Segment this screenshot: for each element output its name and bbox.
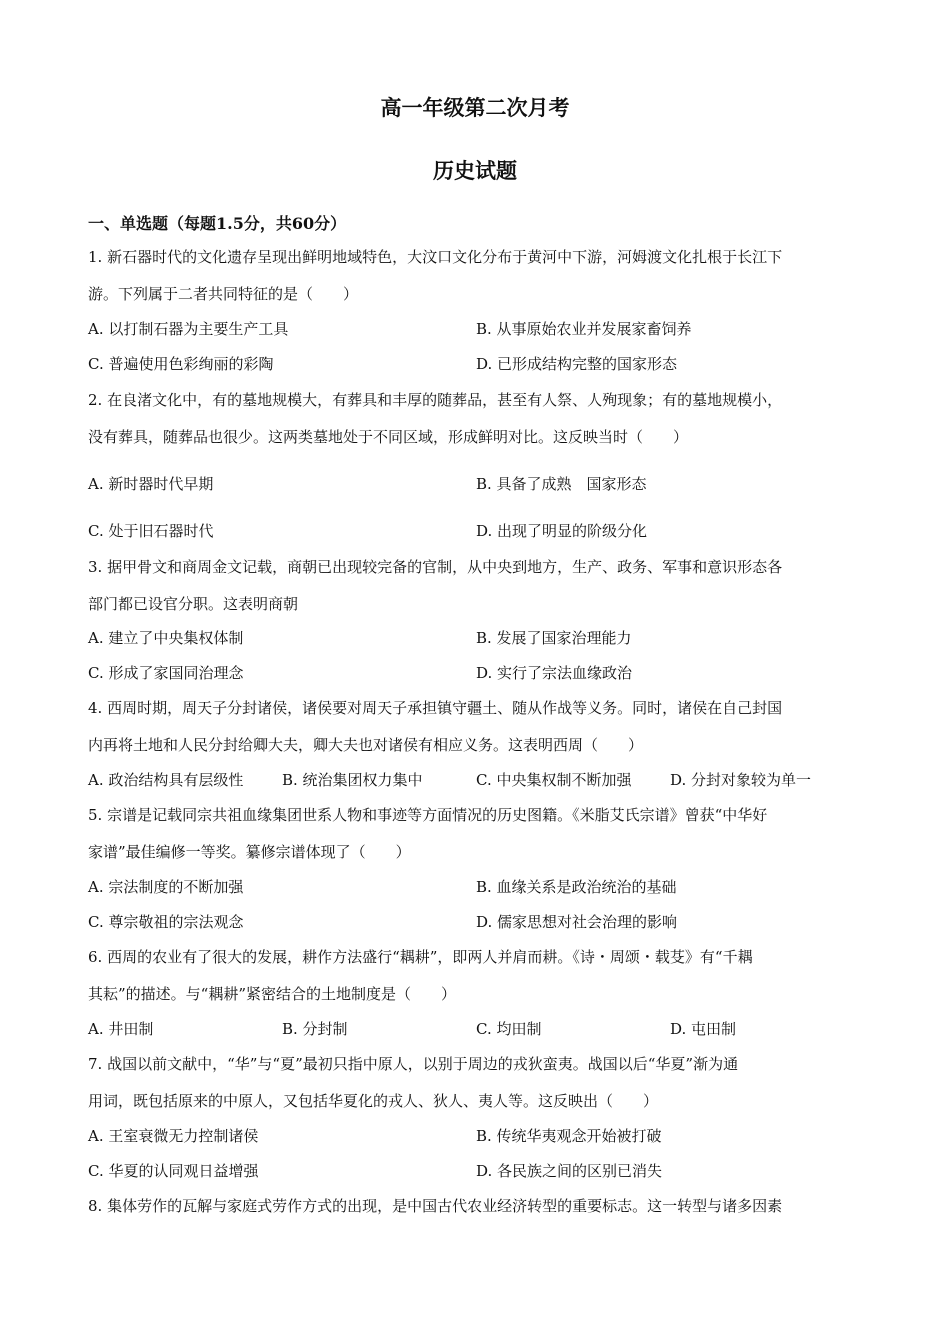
question-5-option-a: A. 宗法制度的不断加强 <box>88 878 244 896</box>
question-5-line-2: 家谱”最佳编修一等奖。纂修宗谱体现了（ ） <box>88 843 411 861</box>
question-3-option-d: D. 实行了宗法血缘政治 <box>476 664 633 682</box>
question-1-option-c: C. 普遍使用色彩绚丽的彩陶 <box>88 355 274 373</box>
question-2-line-1: 2. 在良渚文化中，有的墓地规模大，有葬具和丰厚的随葬品，甚至有人祭、人殉现象；有的墓地规模小， <box>88 391 783 409</box>
section-heading: 一、单选题（每题1.5分，共60分） <box>88 214 347 233</box>
exam-title: 高一年级第二次月考 <box>380 95 570 120</box>
question-2-option-b: B. 具备了成熟 国家形态 <box>476 475 647 493</box>
question-6-line-1: 6. 西周的农业有了很大的发展，耕作方法盛行“耦耕”，即两人并肩而耕。《诗・周颂・载芟》有“千耦 <box>88 948 753 966</box>
question-4-option-b: B. 统治集团权力集中 <box>282 771 423 789</box>
question-4-line-2: 内再将土地和人民分封给卿大夫，卿大夫也对诸侯有相应义务。这表明西周（ ） <box>88 736 644 754</box>
question-5-option-c: C. 尊宗敬祖的宗法观念 <box>88 913 244 931</box>
question-6-option-d: D. 屯田制 <box>670 1020 737 1038</box>
question-1-line-2: 游。下列属于二者共同特征的是（ ） <box>88 285 359 303</box>
question-2-option-a: A. 新时器时代早期 <box>88 475 214 493</box>
question-6-option-c: C. 均田制 <box>476 1020 542 1038</box>
question-6-line-2: 其耘”的描述。与“耦耕”紧密结合的土地制度是（ ） <box>88 985 457 1003</box>
question-3-option-a: A. 建立了中央集权体制 <box>88 629 244 647</box>
question-1-option-b: B. 从事原始农业并发展家畜饲养 <box>476 320 692 338</box>
question-2-option-d: D. 出现了明显的阶级分化 <box>476 522 648 540</box>
question-3-line-2: 部门都已设官分职。这表明商朝 <box>88 595 299 613</box>
question-7-option-b: B. 传统华夷观念开始被打破 <box>476 1127 662 1145</box>
question-3-line-1: 3. 据甲骨文和商周金文记载，商朝已出现较完备的官制，从中央到地方，生产、政务、军事和意识形态各 <box>88 558 783 576</box>
question-7-line-2: 用词，既包括原来的中原人，又包括华夏化的戎人、狄人、夷人等。这反映出（ ） <box>88 1092 659 1110</box>
question-5-line-1: 5. 宗谱是记载同宗共祖血缘集团世系人物和事迹等方面情况的历史图籍。《米脂艾氏宗谱》曾获“中华好 <box>88 806 768 824</box>
question-5-option-d: D. 儒家思想对社会治理的影响 <box>476 913 678 931</box>
question-1-line-1: 1. 新石器时代的文化遗存呈现出鲜明地域特色，大汶口文化分布于黄河中下游，河姆渡文化扎根于长江下 <box>88 248 783 266</box>
question-6-option-b: B. 分封制 <box>282 1020 348 1038</box>
question-7-line-1: 7. 战国以前文献中，“华”与“夏”最初只指中原人，以别于周边的戎狄蛮夷。战国以后“华夏”渐为通 <box>88 1055 739 1073</box>
question-6-option-a: A. 井田制 <box>88 1020 154 1038</box>
question-5-option-b: B. 血缘关系是政治统治的基础 <box>476 878 677 896</box>
question-4-line-1: 4. 西周时期，周天子分封诸侯，诸侯要对周天子承担镇守疆土、随从作战等义务。同时，诸侯在自己封国 <box>88 699 783 717</box>
question-4-option-c: C. 中央集权制不断加强 <box>476 771 632 789</box>
question-3-option-c: C. 形成了家国同治理念 <box>88 664 244 682</box>
question-4-option-a: A. 政治结构具有层级性 <box>88 771 244 789</box>
question-4-option-d: D. 分封对象较为单一 <box>670 771 812 789</box>
question-2-line-2: 没有葬具，随葬品也很少。这两类墓地处于不同区域，形成鲜明对比。这反映当时（ ） <box>88 428 689 446</box>
question-7-option-c: C. 华夏的认同观日益增强 <box>88 1162 259 1180</box>
question-3-option-b: B. 发展了国家治理能力 <box>476 629 632 647</box>
question-7-option-a: A. 王室衰微无力控制诸侯 <box>88 1127 259 1145</box>
question-1-option-d: D. 已形成结构完整的国家形态 <box>476 355 678 373</box>
exam-subtitle: 历史试题 <box>433 158 517 183</box>
question-1-option-a: A. 以打制石器为主要生产工具 <box>88 320 289 338</box>
question-2-option-c: C. 处于旧石器时代 <box>88 522 214 540</box>
question-8-line-1: 8. 集体劳作的瓦解与家庭式劳作方式的出现，是中国古代农业经济转型的重要标志。这一转型与诸多因素 <box>88 1197 783 1215</box>
question-7-option-d: D. 各民族之间的区别已消失 <box>476 1162 663 1180</box>
